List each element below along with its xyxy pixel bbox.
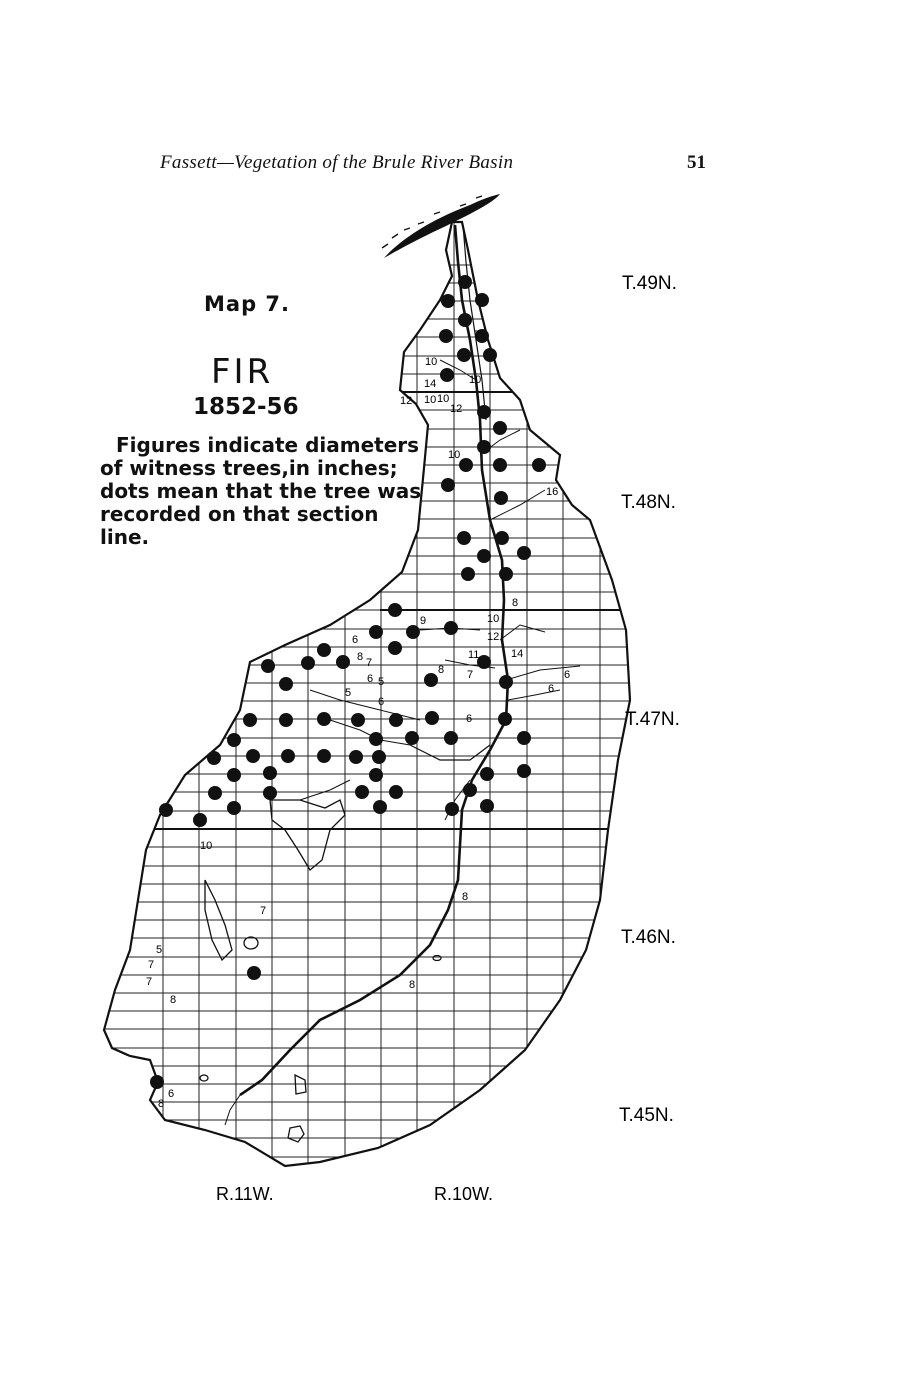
running-head: Fassett—Vegetation of the Brule River Basin — [160, 152, 514, 173]
witness-tree-dot — [317, 749, 331, 763]
lake-shore — [382, 194, 500, 258]
date-range: 1852-56 — [193, 394, 299, 420]
witness-tree-dot — [457, 531, 471, 545]
witness-tree-dot — [480, 799, 494, 813]
diameter-label: 6 — [367, 673, 374, 685]
witness-tree-dot — [475, 293, 489, 307]
witness-tree-dot — [499, 567, 513, 581]
diameter-label: 7 — [366, 657, 373, 669]
witness-tree-dot — [459, 458, 473, 472]
diameter-label: 12 — [400, 395, 413, 407]
range-label-r11w: R.11W. — [216, 1184, 274, 1204]
witness-tree-dot — [425, 711, 439, 725]
diameter-label: 7 — [146, 976, 153, 988]
witness-tree-dot — [389, 713, 403, 727]
witness-tree-dot — [369, 732, 383, 746]
witness-tree-dot — [517, 546, 531, 560]
diameter-label: 8 — [512, 597, 519, 609]
witness-tree-dot — [495, 531, 509, 545]
diameter-label: 10 — [424, 394, 437, 406]
witness-tree-dot — [463, 783, 477, 797]
section-grid — [100, 220, 640, 1175]
witness-tree-dot — [498, 712, 512, 726]
witness-tree-dot — [263, 766, 277, 780]
witness-tree-dot — [494, 491, 508, 505]
witness-tree-dot — [301, 656, 315, 670]
diameter-label: 10 — [200, 840, 213, 852]
diameter-label: 7 — [474, 329, 481, 341]
diameter-label: 5 — [345, 687, 352, 699]
witness-tree-dot — [388, 603, 402, 617]
diameter-label: 12 — [487, 631, 500, 643]
witness-tree-dot — [243, 713, 257, 727]
witness-tree-dot — [458, 275, 472, 289]
witness-tree-dot — [445, 802, 459, 816]
witness-tree-dot — [349, 750, 363, 764]
witness-tree-dot — [439, 329, 453, 343]
witness-tree-dot — [388, 641, 402, 655]
witness-tree-dots — [150, 275, 546, 1089]
witness-tree-dot — [208, 786, 222, 800]
witness-tree-dot — [351, 713, 365, 727]
witness-tree-dot — [317, 643, 331, 657]
witness-tree-dot — [159, 803, 173, 817]
diameter-label: 5 — [378, 676, 385, 688]
witness-tree-dot — [517, 764, 531, 778]
page-number: 51 — [687, 152, 706, 173]
diameter-label: 12 — [450, 403, 463, 415]
witness-tree-dot — [477, 405, 491, 419]
township-label-t49n: T.49N. — [622, 273, 677, 294]
witness-tree-dot — [227, 768, 241, 782]
diameter-label: 10 — [425, 356, 438, 368]
witness-tree-dot — [372, 750, 386, 764]
diameter-label: 10 — [487, 613, 500, 625]
witness-tree-dot — [444, 621, 458, 635]
diameter-label: 10 — [437, 393, 450, 405]
witness-tree-dot — [493, 421, 507, 435]
witness-tree-dot — [373, 800, 387, 814]
species-title: FIR — [211, 352, 274, 392]
diameter-label: 14 — [511, 648, 524, 660]
diameter-label: 8 — [409, 979, 416, 991]
witness-tree-dot — [461, 567, 475, 581]
witness-tree-dot — [440, 368, 454, 382]
witness-tree-dot — [517, 731, 531, 745]
witness-tree-dot — [355, 785, 369, 799]
witness-tree-dot — [150, 1075, 164, 1089]
witness-tree-dot — [405, 731, 419, 745]
township-label-t48n: T.48N. — [621, 492, 676, 513]
diameter-label: 16 — [546, 486, 559, 498]
diameter-label: 6 — [168, 1088, 175, 1100]
witness-tree-dot — [406, 625, 420, 639]
witness-tree-dot — [369, 625, 383, 639]
witness-tree-dot — [263, 786, 277, 800]
township-label-t47n: T.47N. — [625, 709, 680, 730]
witness-tree-dot — [279, 677, 293, 691]
witness-tree-dot — [483, 348, 497, 362]
witness-tree-dot — [207, 751, 221, 765]
diameter-label: 9 — [420, 615, 427, 627]
witness-tree-dot — [227, 801, 241, 815]
township-label-t46n: T.46N. — [621, 927, 676, 948]
witness-tree-dot — [477, 549, 491, 563]
witness-tree-dot — [247, 966, 261, 980]
witness-tree-dot — [458, 313, 472, 327]
witness-tree-dot — [279, 713, 293, 727]
range-label-r10w: R.10W. — [434, 1184, 494, 1204]
witness-tree-dot — [457, 348, 471, 362]
witness-tree-dot — [281, 749, 295, 763]
witness-tree-dot — [336, 655, 350, 669]
witness-tree-dot — [444, 731, 458, 745]
diameter-label: 6 — [548, 683, 555, 695]
legend-line: dots mean that the tree was — [100, 479, 422, 503]
diameter-label: 14 — [424, 378, 437, 390]
diameter-label: 6 — [352, 634, 359, 646]
witness-tree-dot — [480, 767, 494, 781]
diameter-label: 7 — [148, 959, 155, 971]
diameter-label: 7 — [467, 669, 474, 681]
witness-tree-dot — [227, 733, 241, 747]
witness-tree-dot — [493, 458, 507, 472]
legend-line: Figures indicate diameters — [116, 433, 420, 457]
witness-tree-dot — [424, 673, 438, 687]
diameter-label: 10 — [448, 449, 461, 461]
witness-tree-dot — [317, 712, 331, 726]
legend-line: of witness trees,in inches; — [100, 456, 398, 480]
witness-tree-dot — [441, 294, 455, 308]
diameter-label: 6 — [466, 713, 473, 725]
diameter-label: 11 — [468, 649, 480, 661]
diameter-label: 5 — [156, 944, 163, 956]
witness-tree-dot — [246, 749, 260, 763]
diameter-label: 7 — [260, 905, 267, 917]
diameter-label: 6 — [564, 669, 571, 681]
witness-tree-dot — [369, 768, 383, 782]
witness-tree-dot — [441, 478, 455, 492]
diameter-label: 8 — [462, 891, 469, 903]
diameter-label: 8 — [438, 664, 445, 676]
witness-tree-dot — [532, 458, 546, 472]
diameter-label: 6 — [378, 696, 385, 708]
map-label: Map 7. — [204, 292, 291, 316]
township-label-t45n: T.45N. — [619, 1105, 674, 1126]
witness-tree-dot — [193, 813, 207, 827]
witness-tree-dot — [389, 785, 403, 799]
witness-tree-dot — [499, 675, 513, 689]
diameter-label: 8 — [170, 994, 177, 1006]
witness-tree-dot — [477, 440, 491, 454]
diameter-label: 8 — [158, 1098, 165, 1110]
witness-tree-dot — [261, 659, 275, 673]
diameter-label: 10 — [469, 374, 482, 386]
legend-line: recorded on that section line. — [100, 502, 379, 549]
diameter-label: 8 — [357, 651, 364, 663]
